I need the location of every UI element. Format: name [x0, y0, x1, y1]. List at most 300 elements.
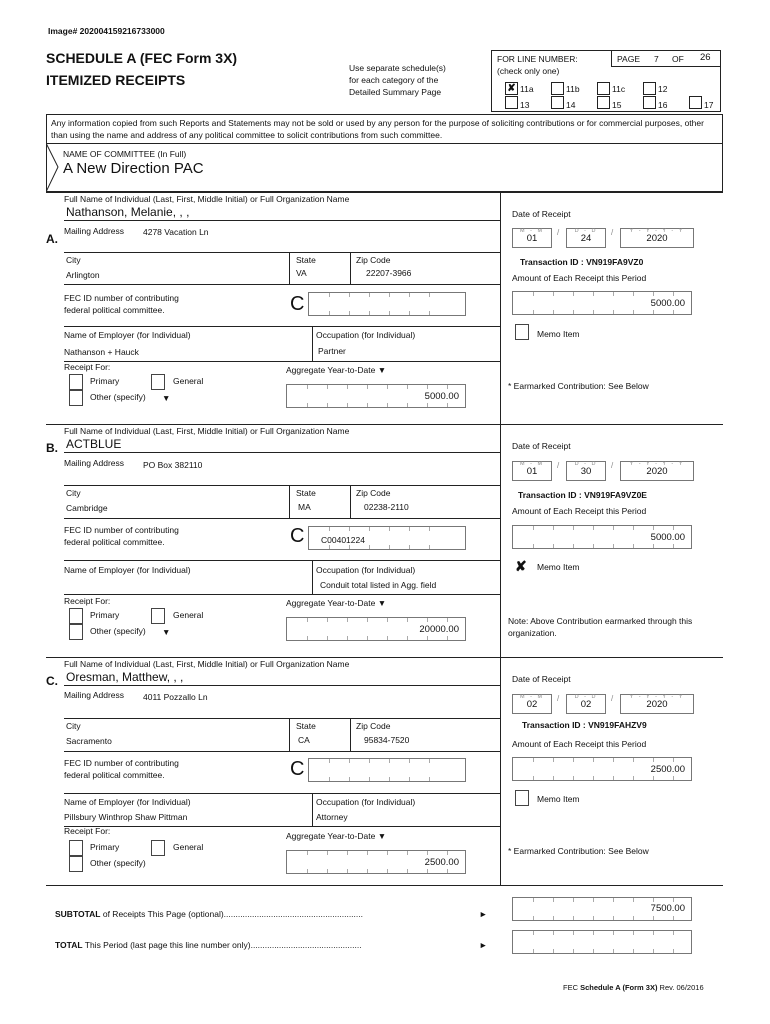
field-tick [593, 916, 594, 920]
line-11a-label: 11a [520, 84, 534, 94]
primary-label: Primary [90, 610, 120, 620]
field-tick [573, 526, 574, 530]
field-tick [613, 526, 614, 530]
field-tick [429, 527, 430, 531]
footer-prefix: FEC [563, 983, 581, 992]
memo-item-checkbox[interactable] [515, 324, 529, 340]
other-dropdown-icon[interactable]: ▼ [162, 627, 171, 637]
aggregate-field[interactable] [286, 617, 466, 641]
state-label: State [296, 721, 316, 731]
day-field[interactable] [566, 694, 606, 714]
aggregate-label [286, 831, 386, 841]
line-11c-label: 11c [612, 84, 626, 94]
month-value: 02 [526, 699, 538, 710]
total-label-rest: This Period (last page this line number only)............................................... [82, 940, 362, 950]
zip-value[interactable]: 22207-3966 [366, 268, 412, 278]
date-slash: / [557, 461, 560, 470]
occupation-value[interactable]: Conduit total listed in Agg. field [320, 580, 437, 590]
field-tick [349, 777, 350, 781]
field-tick [347, 403, 348, 407]
day-hint: D - D [574, 694, 598, 700]
fec-id-c-prefix: C [290, 758, 305, 780]
field-tick [367, 403, 368, 407]
field-tick [593, 310, 594, 314]
line-11c-checkbox[interactable] [597, 82, 610, 95]
field-tick [367, 851, 368, 855]
receipt-for-label: Receipt For: [64, 596, 111, 606]
field-tick [653, 544, 654, 548]
receipt-for-label: Receipt For: [64, 826, 111, 836]
mailing-address-label: Mailing Address [64, 458, 125, 468]
general-checkbox[interactable] [151, 374, 165, 390]
field-tick [387, 869, 388, 873]
field-tick [673, 949, 674, 953]
amount-field[interactable] [512, 525, 692, 549]
field-tick [369, 777, 370, 781]
form-subtitle: ITEMIZED RECEIPTS [46, 72, 186, 88]
employer-label: Name of Employer (for Individual) [64, 330, 191, 340]
zip-label: Zip Code [356, 488, 391, 498]
field-tick [427, 385, 428, 389]
field-tick [533, 758, 534, 762]
field-tick [533, 526, 534, 530]
line-14-label: 14 [566, 100, 576, 110]
field-tick [327, 618, 328, 622]
field-tick [429, 759, 430, 763]
field-tick [347, 851, 348, 855]
field-tick [409, 777, 410, 781]
field-tick [367, 618, 368, 622]
field-tick [407, 618, 408, 622]
field-tick [387, 385, 388, 389]
field-tick [613, 292, 614, 296]
aggregate-arrow-icon: ▼ [377, 598, 387, 608]
other-label: Other (specify) [90, 858, 146, 868]
aggregate-label [286, 365, 386, 375]
transaction-id: Transaction ID : VN919FA9VZ0 [520, 257, 644, 267]
field-tick [653, 310, 654, 314]
state-value[interactable]: VA [296, 268, 307, 278]
amount-value: 5000.00 [650, 532, 685, 543]
field-tick [347, 385, 348, 389]
amount-label: Amount of Each Receipt this Period [512, 273, 647, 283]
fec-id-label-line1: FEC ID number of contributing [64, 758, 179, 768]
aggregate-arrow-icon: ▼ [377, 365, 387, 375]
field-tick [329, 527, 330, 531]
field-tick [387, 618, 388, 622]
field-tick [307, 403, 308, 407]
employer-value[interactable]: Pillsbury Winthrop Shaw Pittman [64, 812, 188, 822]
field-tick [673, 776, 674, 780]
city-value[interactable]: Arlington [66, 270, 100, 280]
fec-id-field[interactable] [308, 526, 466, 550]
form-title: SCHEDULE A (FEC Form 3X) [46, 50, 238, 66]
field-tick [553, 758, 554, 762]
field-tick [447, 851, 448, 855]
year-value: 2020 [646, 466, 668, 477]
month-value: 01 [526, 233, 538, 244]
aggregate-value: 2500.00 [424, 857, 459, 868]
year-value: 2020 [646, 233, 668, 244]
memo-item-label: Memo Item [537, 329, 580, 339]
field-tick [389, 777, 390, 781]
field-tick [407, 403, 408, 407]
field-tick [573, 776, 574, 780]
month-field[interactable] [512, 461, 552, 481]
entry-letter: A. [46, 232, 58, 246]
field-tick [653, 292, 654, 296]
subtotal-label [55, 909, 363, 919]
field-tick [329, 759, 330, 763]
date-of-receipt-label: Date of Receipt [512, 209, 571, 219]
subtotal-arrow-icon: ► [479, 909, 488, 919]
field-tick [409, 759, 410, 763]
other-checkbox[interactable] [69, 856, 83, 872]
field-tick [573, 544, 574, 548]
state-value[interactable]: CA [298, 735, 310, 745]
date-slash: / [611, 694, 614, 703]
field-tick [349, 311, 350, 315]
day-hint: D - D [574, 461, 598, 467]
field-tick [369, 759, 370, 763]
day-field[interactable] [566, 228, 606, 248]
line-11a-checkbox[interactable]: ✘ [505, 82, 518, 95]
aggregate-field[interactable] [286, 384, 466, 408]
field-tick [613, 758, 614, 762]
employer-label: Name of Employer (for Individual) [64, 797, 191, 807]
occupation-label: Occupation (for Individual) [316, 565, 416, 575]
aggregate-field[interactable] [286, 850, 466, 874]
field-tick [553, 916, 554, 920]
field-tick [673, 931, 674, 935]
state-label: State [296, 255, 316, 265]
field-tick [633, 758, 634, 762]
field-tick [613, 949, 614, 953]
year-field[interactable] [620, 228, 694, 248]
line-17-label: 17 [704, 100, 714, 110]
amount-value: 2500.00 [650, 764, 685, 775]
primary-label: Primary [90, 842, 120, 852]
day-value: 24 [580, 233, 592, 244]
field-tick [573, 758, 574, 762]
other-dropdown-icon[interactable]: ▼ [162, 393, 171, 403]
field-tick [367, 385, 368, 389]
total-label [55, 940, 362, 950]
primary-checkbox[interactable] [69, 608, 83, 624]
field-tick [553, 310, 554, 314]
line-16-checkbox[interactable] [643, 96, 656, 109]
general-checkbox[interactable] [151, 840, 165, 856]
field-tick [633, 776, 634, 780]
month-value: 01 [526, 466, 538, 477]
fec-id-c-prefix: C [290, 293, 305, 315]
receipt-for-label: Receipt For: [64, 362, 111, 372]
field-tick [613, 916, 614, 920]
aggregate-label [286, 598, 386, 608]
subtotal-label-rest: of Receipts This Page (optional)........................................................... [100, 909, 363, 919]
fec-id-label-line2: federal political committee. [64, 770, 165, 780]
entry-note: Note: Above Contribution earmarked through this organization. [508, 616, 693, 638]
field-tick [407, 869, 408, 873]
field-tick [389, 311, 390, 315]
field-tick [447, 385, 448, 389]
transaction-id: Transaction ID : VN919FA9VZ0E [518, 490, 647, 500]
field-tick [673, 544, 674, 548]
general-checkbox[interactable] [151, 608, 165, 624]
day-field[interactable] [566, 461, 606, 481]
field-tick [593, 544, 594, 548]
zip-value[interactable]: 95834-7520 [364, 735, 410, 745]
footer-form-name: Schedule A (Form 3X) [580, 983, 658, 992]
total-field[interactable] [512, 930, 692, 954]
state-value[interactable]: MA [298, 502, 311, 512]
contributor-name[interactable]: Oresman, Matthew, , , [66, 670, 184, 684]
page-number: 7 [654, 54, 659, 64]
fec-id-label [64, 757, 179, 781]
field-tick [553, 776, 554, 780]
field-tick [347, 618, 348, 622]
field-tick [573, 310, 574, 314]
field-tick [593, 776, 594, 780]
city-label: City [66, 255, 81, 265]
city-value[interactable]: Cambridge [66, 503, 108, 513]
month-field[interactable] [512, 694, 552, 714]
check-only-one-label: (check only one) [497, 66, 560, 76]
mailing-address[interactable]: 4278 Vacation Ln [143, 227, 209, 237]
aggregate-arrow-icon: ▼ [377, 831, 387, 841]
zip-label: Zip Code [356, 721, 391, 731]
footer-revision: Rev. 06/2016 [657, 983, 704, 992]
fec-id-c-prefix: C [290, 525, 305, 547]
field-tick [389, 545, 390, 549]
occupation-value[interactable]: Partner [318, 346, 346, 356]
field-tick [573, 916, 574, 920]
month-hint: M - M [519, 228, 545, 234]
primary-label: Primary [90, 376, 120, 386]
line-17-checkbox[interactable] [689, 96, 702, 109]
field-tick [533, 292, 534, 296]
total-arrow-icon: ► [479, 940, 488, 950]
field-tick [369, 527, 370, 531]
field-tick [673, 916, 674, 920]
contributor-name[interactable]: ACTBLUE [66, 437, 122, 451]
entry-note: * Earmarked Contribution: See Below [508, 846, 649, 856]
date-slash: / [611, 461, 614, 470]
fec-id-label-line1: FEC ID number of contributing [64, 525, 179, 535]
other-label: Other (specify) [90, 392, 146, 402]
field-tick [327, 869, 328, 873]
field-tick [427, 618, 428, 622]
field-tick [533, 310, 534, 314]
memo-item-checkbox[interactable] [515, 790, 529, 806]
transaction-id: Transaction ID : VN919FAHZV9 [522, 720, 647, 730]
field-tick [593, 758, 594, 762]
field-tick [633, 931, 634, 935]
field-tick [427, 636, 428, 640]
general-label: General [173, 610, 204, 620]
of-label: OF [672, 54, 684, 64]
entry-note: * Earmarked Contribution: See Below [508, 381, 649, 391]
line-11b-checkbox[interactable] [551, 82, 564, 95]
zip-value[interactable]: 02238-2110 [364, 502, 409, 512]
field-tick [307, 636, 308, 640]
separate-schedule-note [349, 62, 446, 98]
image-id: Image# 202004159216733000 [48, 26, 165, 36]
occupation-label: Occupation (for Individual) [316, 797, 416, 807]
field-tick [533, 916, 534, 920]
field-tick [389, 293, 390, 297]
fec-id-label [64, 524, 179, 548]
other-checkbox[interactable] [69, 390, 83, 406]
field-tick [327, 636, 328, 640]
field-tick [613, 544, 614, 548]
general-label: General [173, 376, 204, 386]
state-label: State [296, 488, 316, 498]
other-label: Other (specify) [90, 626, 146, 636]
fec-id-field[interactable] [308, 292, 466, 316]
field-tick [307, 618, 308, 622]
separate-schedule-line1: Use separate schedule(s) [349, 63, 446, 73]
field-tick [653, 776, 654, 780]
separate-schedule-line3: Detailed Summary Page [349, 87, 442, 97]
field-tick [329, 545, 330, 549]
field-tick [409, 527, 410, 531]
fec-id-label [64, 292, 179, 316]
year-field[interactable] [620, 461, 694, 481]
field-tick [573, 898, 574, 902]
field-tick [553, 526, 554, 530]
date-of-receipt-label: Date of Receipt [512, 441, 571, 451]
year-field[interactable] [620, 694, 694, 714]
field-tick [613, 310, 614, 314]
committee-name: A New Direction PAC [63, 160, 204, 177]
amount-label: Amount of Each Receipt this Period [512, 739, 647, 749]
general-label: General [173, 842, 204, 852]
line-12-checkbox[interactable] [643, 82, 656, 95]
field-tick [673, 310, 674, 314]
field-tick [653, 949, 654, 953]
employer-value[interactable]: Nathanson + Hauck [64, 347, 139, 357]
field-tick [429, 311, 430, 315]
field-tick [633, 949, 634, 953]
field-tick [533, 949, 534, 953]
memo-item-checkbox[interactable]: ✘ [515, 558, 527, 574]
field-tick [593, 949, 594, 953]
committee-bracket [46, 143, 60, 192]
mailing-address-label: Mailing Address [64, 690, 125, 700]
memo-item-label: Memo Item [537, 562, 580, 572]
month-field[interactable] [512, 228, 552, 248]
field-tick [409, 545, 410, 549]
field-tick [407, 636, 408, 640]
date-slash: / [557, 228, 560, 237]
field-tick [327, 851, 328, 855]
field-tick [329, 311, 330, 315]
field-tick [673, 292, 674, 296]
line-13-label: 13 [520, 100, 530, 110]
entry-letter: C. [46, 674, 58, 688]
mailing-address[interactable]: PO Box 382110 [143, 460, 203, 470]
line-11b-label: 11b [566, 84, 580, 94]
mailing-address[interactable]: 4011 Pozzallo Ln [143, 692, 208, 702]
field-tick [429, 293, 430, 297]
occupation-value[interactable]: Attorney [316, 812, 348, 822]
city-value[interactable]: Sacramento [66, 736, 112, 746]
primary-checkbox[interactable] [69, 374, 83, 390]
fec-id-label-line1: FEC ID number of contributing [64, 293, 179, 303]
field-tick [653, 758, 654, 762]
other-checkbox[interactable] [69, 624, 83, 640]
field-tick [429, 545, 430, 549]
line-12-label: 12 [658, 84, 668, 94]
field-tick [389, 527, 390, 531]
field-tick [593, 898, 594, 902]
field-tick [653, 916, 654, 920]
fec-id-label-line2: federal political committee. [64, 537, 165, 547]
year-value: 2020 [646, 699, 668, 710]
aggregate-value: 20000.00 [419, 624, 459, 635]
date-slash: / [557, 694, 560, 703]
aggregate-label-text: Aggregate Year-to-Date [286, 598, 376, 608]
field-tick [347, 636, 348, 640]
field-tick [653, 526, 654, 530]
contributor-name[interactable]: Nathanson, Melanie, , , [66, 205, 190, 219]
month-hint: M - M [519, 694, 545, 700]
fec-id-field[interactable] [308, 758, 466, 782]
field-tick [447, 869, 448, 873]
city-label: City [66, 721, 81, 731]
line-14-checkbox[interactable] [551, 96, 564, 109]
field-tick [389, 759, 390, 763]
field-tick [349, 545, 350, 549]
field-tick [553, 949, 554, 953]
field-tick [307, 869, 308, 873]
field-tick [673, 758, 674, 762]
field-tick [633, 898, 634, 902]
field-tick [573, 931, 574, 935]
field-tick [349, 759, 350, 763]
field-tick [533, 898, 534, 902]
field-tick [329, 293, 330, 297]
page-total: 26 [700, 52, 711, 63]
day-value: 02 [580, 699, 592, 710]
primary-checkbox[interactable] [69, 840, 83, 856]
total-label-bold: TOTAL [55, 940, 83, 950]
line-15-checkbox[interactable] [597, 96, 610, 109]
line-13-checkbox[interactable] [505, 96, 518, 109]
field-tick [427, 403, 428, 407]
field-tick [409, 293, 410, 297]
aggregate-value: 5000.00 [424, 391, 459, 402]
field-tick [593, 526, 594, 530]
separate-schedule-line2: for each category of the [349, 75, 439, 85]
field-tick [613, 776, 614, 780]
field-tick [553, 931, 554, 935]
field-tick [533, 931, 534, 935]
subtotal-value: 7500.00 [650, 903, 685, 914]
amount-field[interactable] [512, 757, 692, 781]
for-line-number-label: FOR LINE NUMBER: [497, 54, 578, 64]
field-tick [369, 545, 370, 549]
amount-label: Amount of Each Receipt this Period [512, 506, 647, 516]
field-tick [533, 776, 534, 780]
notice-text: Any information copied from such Reports and Statements may not be sold or used by any person for the purpose of soliciting contributions or for commercial purposes, other than using the name and address of any political committee to solicit contributions from such committee. [51, 118, 704, 140]
subtotal-field[interactable] [512, 897, 692, 921]
month-hint: M - M [519, 461, 545, 467]
field-tick [553, 544, 554, 548]
field-tick [613, 898, 614, 902]
amount-field[interactable] [512, 291, 692, 315]
